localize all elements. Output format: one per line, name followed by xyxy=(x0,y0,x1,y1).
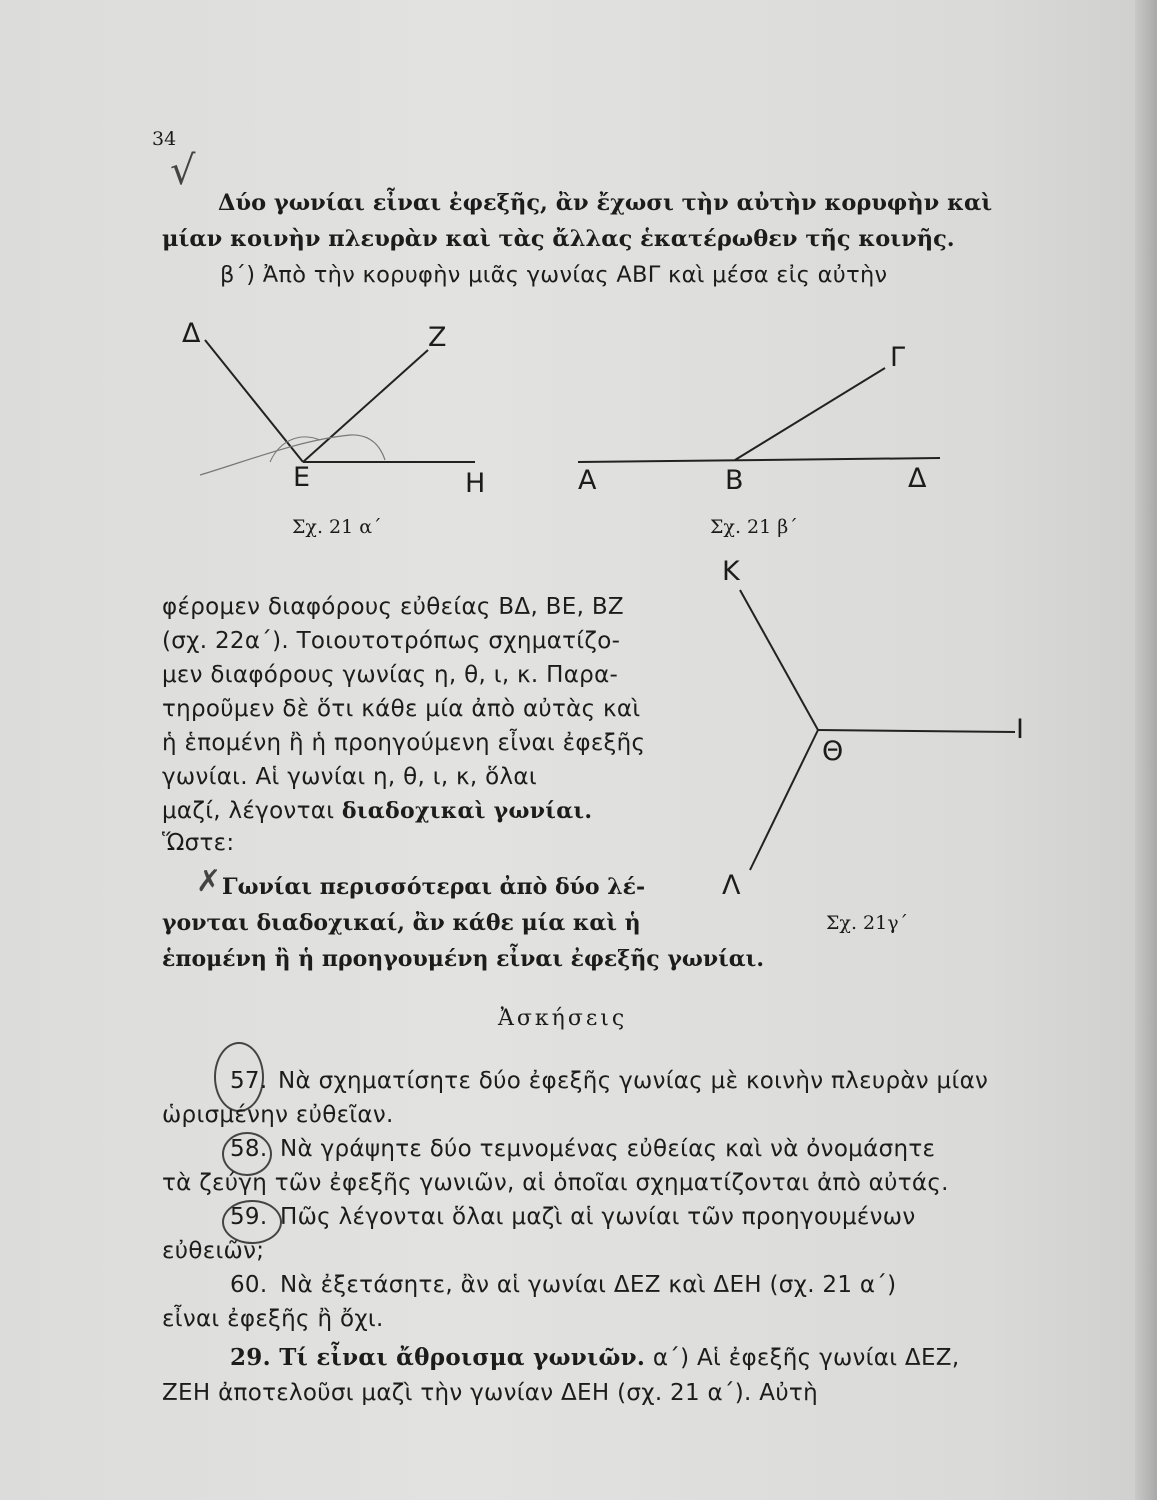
exercise-60-line-2: εἶναι ἐφεξῆς ἢ ὄχι. xyxy=(162,1306,384,1332)
label-eta-a: Η xyxy=(465,468,486,499)
para-line-6: γωνίαι. Αἱ γωνίαι η, θ, ι, κ, ὅλαι xyxy=(162,764,537,790)
checkmark-icon: √ xyxy=(170,148,196,194)
para-line-2: (σχ. 22α΄). Τοιουτοτρόπως σχηματίζο- xyxy=(162,628,621,654)
ray-ed xyxy=(205,340,303,462)
page-edge-shadow xyxy=(1135,0,1157,1500)
figure-21a xyxy=(170,310,510,510)
exercise-59-line-1: Πῶς λέγονται ὅλαι μαζὶ αἱ γωνίαι τῶν προηγουμένων xyxy=(280,1204,916,1230)
section-29-title: 29. Τί εἶναι ἄθροισμα γωνιῶν. xyxy=(230,1344,646,1371)
caption-figure-21b: Σχ. 21 β΄ xyxy=(710,516,798,538)
para-line-1: φέρομεν διαφόρους εὐθείας ΒΔ, ΒΕ, ΒΖ xyxy=(162,594,624,620)
para-beta-line-1: β΄) Ἀπὸ τὴν κορυφὴν μιᾶς γωνίας ΑΒΓ καὶ μέσα εἰς αὐτὴν xyxy=(220,262,888,288)
ray-i xyxy=(818,730,1015,732)
exercise-59-line-2: εὐθειῶν; xyxy=(162,1238,265,1264)
exercise-58-line-1: Νὰ γράψητε δύο τεμνομένας εὐθείας καὶ νὰ ὀνομάσητε xyxy=(280,1136,936,1162)
caption-figure-21c: Σχ. 21γ΄ xyxy=(826,912,909,934)
label-delta-b: Δ xyxy=(908,463,927,494)
definition-1-line-2: μίαν κοινὴν πλευρὰν καὶ τὰς ἄλλας ἑκατέρωθεν τῆς κοινῆς. xyxy=(162,226,955,252)
definition-1-line-1: Δύο γωνίαι εἶναι ἐφεξῆς, ἂν ἔχωσι τὴν αὐτὴν κορυφὴν καὶ xyxy=(218,190,993,216)
label-theta-c: Θ xyxy=(822,736,844,767)
label-zeta-a: Ζ xyxy=(428,322,447,353)
label-lambda-c: Λ xyxy=(722,870,741,901)
para-last-plain: μαζί, λέγονται xyxy=(162,798,342,824)
ray-l xyxy=(750,730,818,870)
exercise-59-num: 59. xyxy=(230,1204,268,1230)
label-delta-a: Δ xyxy=(182,318,201,349)
label-alpha-b: Α xyxy=(578,465,597,496)
exercise-60-line-1: Νὰ ἐξετάσητε, ἂν αἱ γωνίαι ΔΕΖ καὶ ΔΕΗ (σχ. 21 α΄) xyxy=(280,1272,897,1298)
page-number: 34 xyxy=(152,128,177,150)
section-29-rest: α΄) Αἱ ἐφεξῆς γωνίαι ΔΕΖ, xyxy=(645,1345,960,1371)
hoste: Ὥστε: xyxy=(162,830,235,856)
ray-ba xyxy=(578,458,940,462)
section-29-line-1 xyxy=(230,1344,959,1371)
para-line-3: μεν διαφόρους γωνίας η, θ, ι, κ. Παρα- xyxy=(162,662,619,688)
label-gamma-b: Γ xyxy=(890,342,906,373)
label-beta-b: Β xyxy=(725,465,744,496)
ray-ez xyxy=(303,350,428,462)
caption-figure-21a: Σχ. 21 α΄ xyxy=(292,516,382,538)
label-kappa-c: Κ xyxy=(722,556,740,587)
exercises-heading: Ἀσκήσεις xyxy=(498,1006,628,1031)
label-iota-c: Ι xyxy=(1016,714,1024,745)
definition-2-line-2: γονται διαδοχικαί, ἂν κάθε μία καὶ ἡ xyxy=(162,910,641,936)
ray-bg xyxy=(735,368,885,460)
exercise-60-num: 60. xyxy=(230,1272,268,1298)
para-line-4: τηροῦμεν δὲ ὅτι κάθε μία ἀπὸ αὐτὰς καὶ xyxy=(162,696,641,722)
label-epsilon-a: Ε xyxy=(293,462,311,493)
definition-2-line-1: Γωνίαι περισσότεραι ἀπὸ δύο λέ- xyxy=(222,874,646,900)
exercise-57-line-1: Νὰ σχηματίσητε δύο ἐφεξῆς γωνίας μὲ κοινὴν πλευρὰν μίαν xyxy=(278,1068,989,1094)
figure-21c xyxy=(720,580,1040,880)
mark-x-icon: ✗ xyxy=(196,864,222,899)
ray-k xyxy=(740,590,818,730)
para-line-7 xyxy=(162,798,592,824)
exercise-57-num: 57. xyxy=(230,1068,268,1094)
definition-2-line-3: ἑπομένη ἢ ἡ προηγουμένη εἶναι ἐφεξῆς γωνίαι. xyxy=(162,946,764,972)
exercise-58-num: 58. xyxy=(230,1136,268,1162)
exercise-58-line-2: τὰ ζεύγη τῶν ἐφεξῆς γωνιῶν, αἱ ὁποῖαι σχηματίζονται ἀπὸ αὐτάς. xyxy=(162,1170,949,1196)
para-last-bold: διαδοχικαὶ γωνίαι. xyxy=(341,798,593,824)
section-29-line-2: ΖΕΗ ἀποτελοῦσι μαζὶ τὴν γωνίαν ΔΕΗ (σχ. 21 α΄). Αὐτὴ xyxy=(162,1380,818,1406)
exercise-57-line-2: ὡρισμένην εὐθεῖαν. xyxy=(162,1102,394,1128)
para-line-5: ἡ ἑπομένη ἢ ἡ προηγούμενη εἶναι ἐφεξῆς xyxy=(162,730,646,756)
